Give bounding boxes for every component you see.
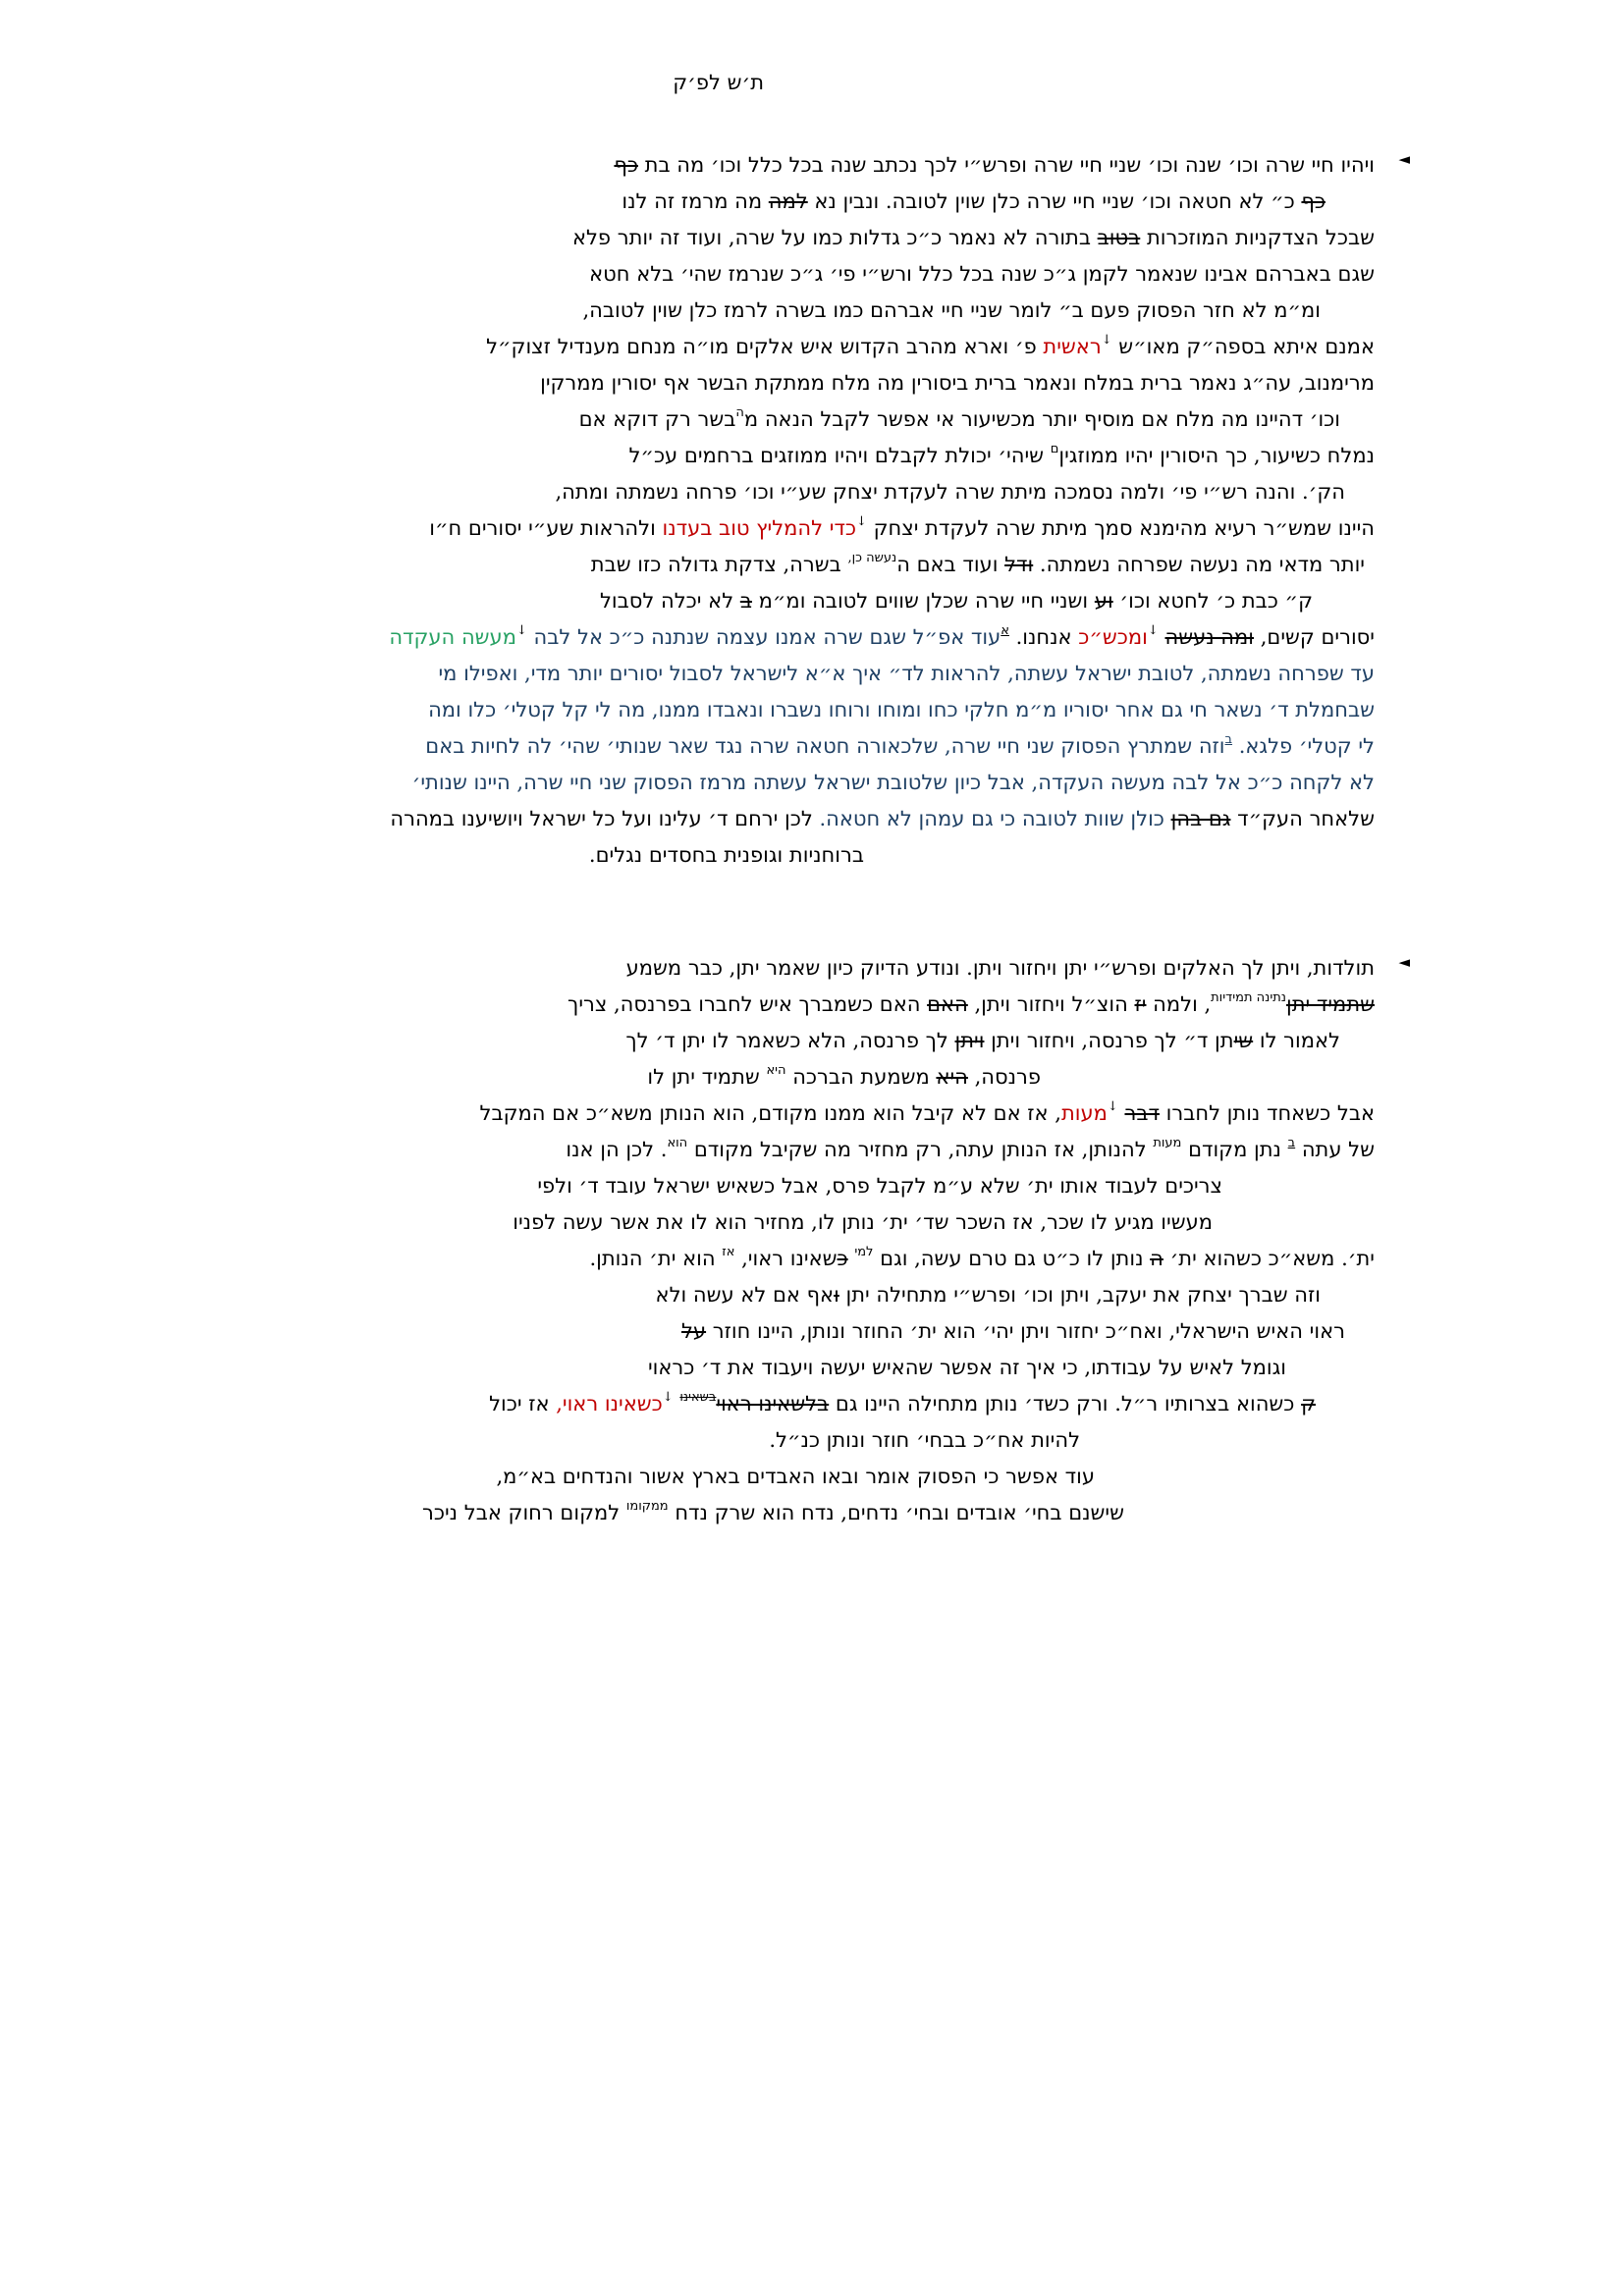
text-line — [0, 293, 1321, 329]
text-segment: כולן שוות לטובה כי גם עמהן לא חטאה. — [819, 807, 1171, 830]
insert-arrow-icon: ↓ — [1107, 1099, 1118, 1114]
text-segment: עוד אפ״ל שגם שרה אמנו עצמה שנתנה כ״כ אל לבה — [526, 625, 1001, 649]
text-segment: ם — [1050, 442, 1059, 456]
text-segment: בלשאינו ראוי — [716, 1392, 830, 1415]
text-segment: עוד אפשר כי הפסוק אומר ובאו האבדים בארץ אשור והנדחים בא״מ, — [496, 1465, 1095, 1488]
text-segment: פ׳ וארא מהרב הקדוש איש אלקים מו״ה מנחם מענדיל זצוק״ל — [486, 335, 1044, 358]
paragraph-marker-icon: ◄ — [1398, 953, 1410, 971]
text-line — [0, 1241, 1375, 1277]
paragraph-section — [0, 950, 1410, 1531]
text-segment: יז — [1134, 992, 1147, 1016]
paragraph-marker-icon: ◄ — [1398, 150, 1410, 168]
text-line — [0, 147, 1375, 184]
text-segment: צריכים לעבוד אותו ית׳ שלא ע״מ לקבל פרס, אבל כשאיש ישראל עובד ד׳ ולפי — [537, 1174, 1222, 1198]
text-segment: להנותן, אז הנותן עתה, רק מחזיר מה שקיבל מקודם — [687, 1138, 1154, 1161]
text-segment: ומכש״כ — [1078, 625, 1148, 649]
text-segment: א — [1001, 623, 1009, 638]
text-segment: כ״ לא חטאה וכו׳ שניי חיי שרה כלן שוין לטובה. ונבין נא — [807, 189, 1302, 213]
text-segment: שישנם בחי׳ אובדים ובחי׳ נדחים, נדח הוא שרק נדח — [668, 1501, 1124, 1524]
text-line — [0, 474, 1345, 510]
text-segment: בשרה, צדקת גדולה כזו שבת — [590, 553, 848, 576]
text-segment: ית׳. משא״כ כשהוא ית׳ — [1163, 1247, 1375, 1270]
text-segment: כדי להמליץ טוב בעדנו — [662, 516, 857, 540]
text-line — [0, 220, 1375, 256]
text-segment: יותר מדאי מה נעשה שפרחה נשמתה. — [1033, 553, 1365, 576]
text-segment: היא — [766, 1063, 786, 1078]
text-segment: לי קטלי׳ פלגא. — [1232, 734, 1375, 758]
text-segment: ולהראות שע״י יסורים ח״ו — [429, 516, 663, 540]
text-segment: הוצ״ל ויחזור ויתן, — [967, 992, 1135, 1016]
text-line — [0, 1277, 1321, 1313]
text-segment: נתינה תמידיות — [1211, 990, 1286, 1005]
text-segment: כף — [1301, 189, 1325, 213]
text-line — [0, 329, 1375, 365]
text-segment: הוא — [667, 1136, 688, 1150]
text-segment: ב — [1224, 732, 1233, 747]
paragraph-section — [0, 147, 1410, 874]
text-segment: שאינו ראוי, — [734, 1247, 838, 1270]
text-segment: . לכן הן אנו — [566, 1138, 668, 1161]
text-segment: נותן לו כ״ט גם טרם עשה, וגם — [873, 1247, 1151, 1270]
text-line — [0, 656, 1375, 692]
text-segment: , אז אם לא קיבל הוא ממנו מקודם, הוא הנותן משא״כ אם המקבל — [479, 1101, 1061, 1125]
text-segment: דבר — [1124, 1101, 1160, 1125]
insert-arrow-icon: ↓ — [1147, 623, 1159, 638]
text-line — [0, 547, 1365, 583]
text-segment: מרימנוב, עה״ג נאמר ברית במלח ונאמר ברית ביסורין מה מלח ממתקת הבשר אף יסורין ממרקין — [540, 371, 1375, 395]
text-segment: תולדות, ויתן לך האלקים ופרש״י יתן ויחזור ויתן. ונודע הדיוק כיון שאמר יתן, כבר משמע — [625, 956, 1375, 980]
text-segment: להיות אח״כ בבחי׳ חוזר ונותן כנ״ל. — [769, 1428, 1080, 1452]
text-segment: לא לקחה כ״כ אל לבה מעשה העקדה, אבל כיון שלטובת ישראל עשתה מרמז הפסוק שני חיי שרה, היינו שנותי׳ — [411, 771, 1375, 794]
text-line — [0, 583, 1313, 619]
text-segment: למקום רחוק אבל ניכר — [422, 1501, 626, 1524]
text-segment: מעות — [1153, 1136, 1182, 1150]
text-segment: תן ד״ לך פרנסה, ויחזור ויתן — [984, 1029, 1234, 1052]
text-segment: ה — [1150, 1247, 1163, 1270]
text-segment: הוא ית׳ הנותן. — [589, 1247, 723, 1270]
text-segment: אז יכול — [489, 1392, 557, 1415]
text-line — [0, 950, 1375, 987]
text-line — [0, 1023, 1340, 1059]
page-header-date: ת׳ש לפ׳ק — [673, 71, 764, 94]
insert-arrow-icon: ↓ — [1101, 333, 1112, 347]
text-segment: אמנם איתא בספה״ק מאו״ש — [1111, 335, 1375, 358]
text-line — [0, 1095, 1375, 1132]
text-segment: למה — [768, 189, 808, 213]
text-line — [0, 1350, 1286, 1386]
text-segment: בשר רק דוקא אם — [578, 407, 736, 431]
text-segment: ראוי האיש הישראלי, ואח״כ יחזור ויתן יהי׳ הוא ית׳ החוזר ונותן, היינו חוזר — [706, 1319, 1345, 1343]
text-segment: שתמיד יתן לו — [647, 1065, 767, 1089]
text-segment: האם — [927, 992, 968, 1016]
text-segment: וגומל לאיש על עבודתו, כי איך זה אפשר שהאיש יעשה ויעבוד את ד׳ כראוי — [647, 1356, 1286, 1379]
text-segment: ו — [834, 1283, 839, 1307]
text-line — [0, 728, 1375, 765]
text-line — [0, 1495, 1124, 1531]
text-segment: היינו שמש״ר רעיא מהימנא סמך מיתת שרה לעקדת יצחק — [866, 516, 1375, 540]
text-segment: נתן מקודם — [1181, 1138, 1288, 1161]
text-segment: שתמיד יתן — [1286, 992, 1375, 1016]
text-segment: וזה שמתרץ הפסוק שני חיי שרה, שלכאורה חטאה שרה נגד שאר שנותי׳ שהי׳ לה לחיות באם — [425, 734, 1225, 758]
text-segment: כ — [837, 1247, 848, 1270]
text-segment: ק — [1301, 1392, 1316, 1415]
text-segment: ומה נעשה — [1164, 625, 1255, 649]
text-line — [0, 1059, 1041, 1095]
text-segment: יסורים קשים, — [1254, 625, 1375, 649]
text-line — [0, 619, 1375, 656]
text-segment: כשהוא בצרותיו ר״ל. ורק כשד׳ נותן מתחילה היינו גם — [829, 1392, 1302, 1415]
text-segment: עד שפרחה נשמתה, לטובת ישראל עשתה, להראות לד״ איך א״א לישראל לסבול יסורים יותר מדי, ואפילו מי — [438, 662, 1375, 685]
text-segment: למי — [854, 1245, 874, 1259]
text-segment: ושניי חיי שרה שכלן שווים לטובה ומ״מ — [751, 589, 1095, 613]
document-body — [0, 147, 1410, 1531]
text-segment: , ולמה — [1146, 992, 1212, 1016]
text-segment: היא — [936, 1065, 968, 1089]
text-line — [0, 765, 1375, 801]
text-segment: אף אם לא עשה ולא — [655, 1283, 835, 1307]
text-segment: ב — [739, 589, 752, 613]
text-segment: שגם באברהם אבינו שנאמר לקמן ג״כ שנה בכל כלל ורש״י פי׳ ג״כ שנרמז שהי׳ בלא חטא — [589, 262, 1375, 286]
text-segment: כשאינו ראוי, — [556, 1392, 663, 1415]
text-line — [0, 1204, 1213, 1241]
text-line — [0, 1168, 1222, 1204]
text-segment: לא יכלה לסבול — [599, 589, 740, 613]
text-segment: ברוחניות וגופנית בחסדים נגלים. — [588, 843, 864, 867]
text-segment: הק׳. והנה רש״י פי׳ ולמה נסמכה מיתת שרה לעקדת יצחק שע״י וכו׳ פרחה נשמתה ומתה, — [555, 480, 1345, 504]
text-segment: מעשה העקדה — [389, 625, 516, 649]
text-line — [0, 438, 1375, 474]
text-segment: אז — [722, 1245, 735, 1259]
text-segment: וכו׳ דהיינו מה מלח אם מוסיף יותר מכשיעור אי אפשר לקבל הנאה מ — [743, 407, 1340, 431]
insert-arrow-icon: ↓ — [515, 623, 527, 638]
text-segment: משמעת הברכה — [785, 1065, 937, 1089]
text-line — [0, 837, 864, 874]
text-segment: גם בהן — [1170, 807, 1231, 830]
text-line — [0, 801, 1375, 837]
text-segment: האם כשמברך איש לחברו בפרנסה, צריך — [568, 992, 928, 1016]
text-segment: לכן ירחם ד׳ עלינו ועל כל ישראל ויושיענו במהרה — [390, 807, 820, 830]
text-segment: מה מרמז זה לנו — [622, 189, 769, 213]
text-segment: וזה שברך יצחק את יעקב, ויתן וכו׳ ופרש״י מתחילה יתן — [839, 1283, 1321, 1307]
text-segment: בתורה לא נאמר כ״כ גדלות כמו על שרה, ועוד זה יותר פלא — [571, 226, 1098, 249]
text-segment: מעשיו מגיע לו שכר, אז השכר שד׳ ית׳ נותן לו, מחזיר הוא לו את אשר עשה לפניו — [513, 1210, 1213, 1234]
text-segment: לך פרנסה, הלא כשאמר לו יתן ד׳ לך — [625, 1029, 955, 1052]
text-segment: ויהיו חיי שרה וכו׳ שנה וכו׳ שניי חיי שרה ופרש״י לכך נכתב שנה בכל כלל וכו׳ מה בת — [637, 153, 1375, 177]
text-segment: וע — [1094, 589, 1113, 613]
text-segment: אנחנו. — [1008, 625, 1079, 649]
insert-arrow-icon: ↓ — [662, 1390, 674, 1405]
text-segment: אבל כשאחד נותן לחברו — [1159, 1101, 1375, 1125]
text-segment: ממקומו — [625, 1499, 669, 1514]
text-segment: ודל — [1004, 553, 1034, 576]
text-segment: ויתן — [954, 1029, 985, 1052]
text-segment: ומ״מ לא חזר הפסוק פעם ב״ לומר שניי חיי אברהם כמו בשרה לרמז כלן שוין לטובה, — [582, 298, 1321, 322]
text-segment: שבכל הצדקניות המוזכרות — [1140, 226, 1375, 249]
text-segment: שלאחר העק״ד — [1230, 807, 1375, 830]
text-segment: בשאינו — [679, 1390, 717, 1405]
text-segment: שבחמלת ד׳ נשאר חי גם אחר יסוריו מ״מ חלקי כחו ומוחו ורוחו נשברו ונאבדו ממנו, מה לי קל קטלי׳ כלו ומה — [428, 698, 1375, 721]
text-segment: ה — [735, 405, 744, 420]
text-segment: בטוב — [1097, 226, 1141, 249]
text-segment: כף — [614, 153, 638, 177]
text-segment: שיהי׳ יכולת לקבלם ויהיו ממוזגים ברחמים עכ״ל — [628, 444, 1051, 467]
text-segment: שי — [1233, 1029, 1254, 1052]
text-line — [0, 401, 1340, 438]
text-line — [0, 1313, 1345, 1350]
text-line — [0, 1422, 1080, 1459]
text-segment: מעות — [1060, 1101, 1108, 1125]
text-segment: לאמור לו — [1253, 1029, 1340, 1052]
text-line — [0, 1386, 1316, 1422]
insert-arrow-icon: ↓ — [856, 514, 867, 529]
text-line — [0, 510, 1375, 547]
text-line — [0, 365, 1375, 401]
text-segment: פרנסה, — [967, 1065, 1041, 1089]
text-line — [0, 184, 1325, 220]
text-segment: נעשה כן, — [847, 551, 897, 565]
text-segment: על — [680, 1319, 707, 1343]
text-segment: ב — [1287, 1136, 1296, 1150]
text-segment: נמלח כשיעור, כך היסורין יהיו ממוזגין — [1058, 444, 1375, 467]
text-segment: ראשית — [1043, 335, 1102, 358]
text-segment: של עתה — [1295, 1138, 1375, 1161]
text-line — [0, 987, 1375, 1023]
text-segment: ק״ כבת כ׳ לחטא וכו׳ — [1112, 589, 1313, 613]
text-line — [0, 1459, 1095, 1495]
text-line — [0, 1132, 1375, 1168]
text-line — [0, 692, 1375, 728]
text-line — [0, 256, 1375, 293]
text-segment: ועוד באם ה — [896, 553, 1005, 576]
